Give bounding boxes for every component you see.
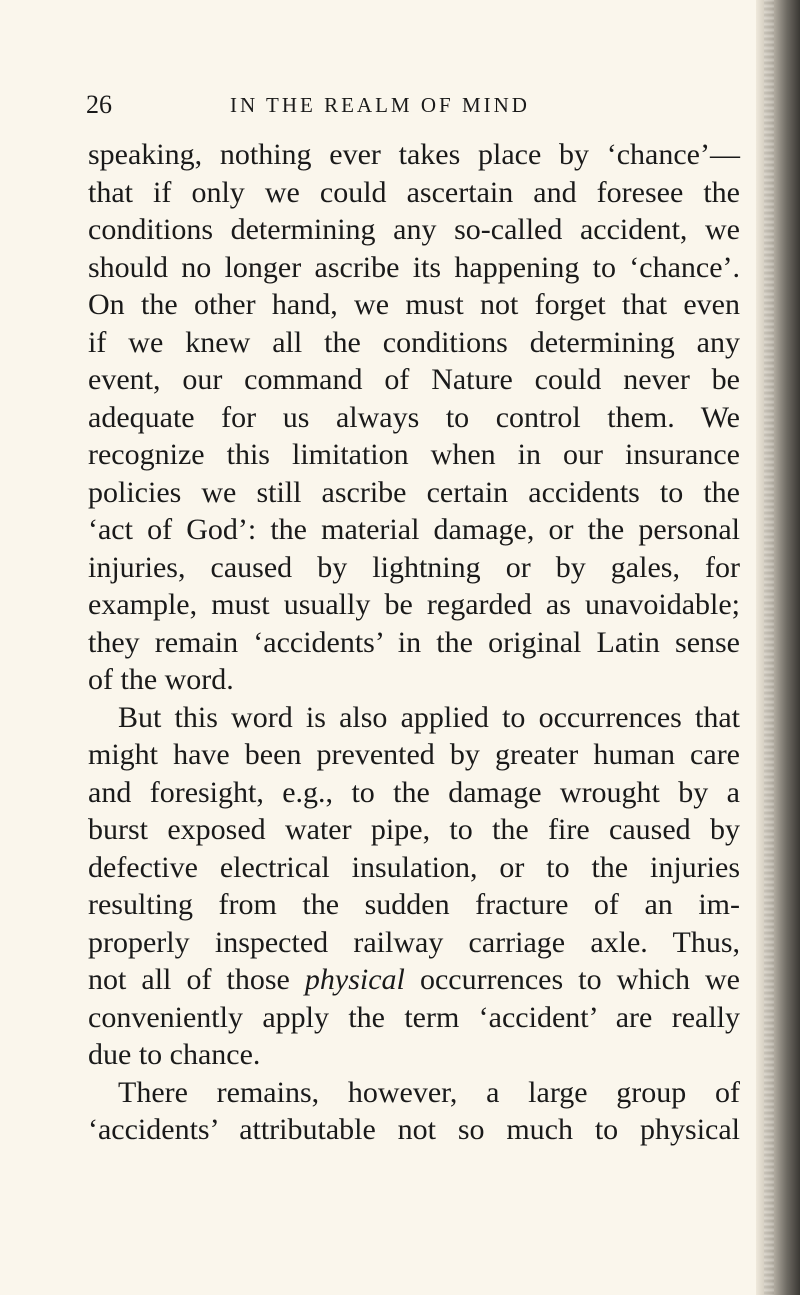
text-line: properly inspected railway carriage axle. Thus, xyxy=(88,925,740,959)
text-line: defective electrical insulation, or to the injuries xyxy=(88,850,740,884)
page-header xyxy=(86,88,646,128)
text-line: policies we still ascribe certain accidents to the xyxy=(88,475,740,509)
page-number: 26 xyxy=(86,90,112,119)
text-line: if we knew all the conditions determining any xyxy=(88,325,740,359)
text-line: speaking, nothing ever takes place by ‘chance’— xyxy=(88,138,740,171)
italic-word: physical xyxy=(304,963,405,996)
text-line: There remains, however, a large group of xyxy=(118,1075,740,1109)
text-line: might have been prevented by greater human care xyxy=(88,738,740,771)
text-line: due to chance. xyxy=(88,1038,261,1071)
page-edge-shadow xyxy=(756,0,800,1295)
text-line: that if only we could ascertain and foresee the xyxy=(88,175,740,209)
text-line: ‘accidents’ attributable not so much to physical xyxy=(88,1113,740,1146)
text-line: and foresight, e.g., to the damage wrought by a xyxy=(88,775,740,809)
text-line xyxy=(88,961,740,999)
text-line: ‘act of God’: the material damage, or the personal xyxy=(88,513,740,546)
text-line: recognize this limitation when in our insurance xyxy=(88,438,740,471)
text-line: resulting from the sudden fracture of an im- xyxy=(88,888,740,921)
running-head: IN THE REALM OF MIND xyxy=(230,93,530,117)
text-line: adequate for us always to control them. We xyxy=(88,400,740,434)
text-line: of the word. xyxy=(88,663,234,696)
body-text xyxy=(88,136,740,1149)
text-line: burst exposed water pipe, to the fire caused by xyxy=(88,813,740,846)
text-line: event, our command of Nature could never be xyxy=(88,363,740,396)
text-line: should no longer ascribe its happening to ‘chance’. xyxy=(88,250,740,284)
text-line: example, must usually be regarded as unavoidable; xyxy=(88,588,740,621)
text-line: On the other hand, we must not forget that even xyxy=(88,288,740,321)
text-line: But this word is also applied to occurrences that xyxy=(118,700,740,734)
text-segment: occurrences to which we xyxy=(404,963,740,996)
text-line: conditions determining any so-called accident, we xyxy=(88,213,740,246)
text-line: conveniently apply the term ‘accident’ are really xyxy=(88,1000,740,1034)
text-line: they remain ‘accidents’ in the original Latin sense xyxy=(88,625,740,659)
text-segment: not all of those xyxy=(88,963,305,996)
text-line: injuries, caused by lightning or by gales, for xyxy=(88,550,740,584)
